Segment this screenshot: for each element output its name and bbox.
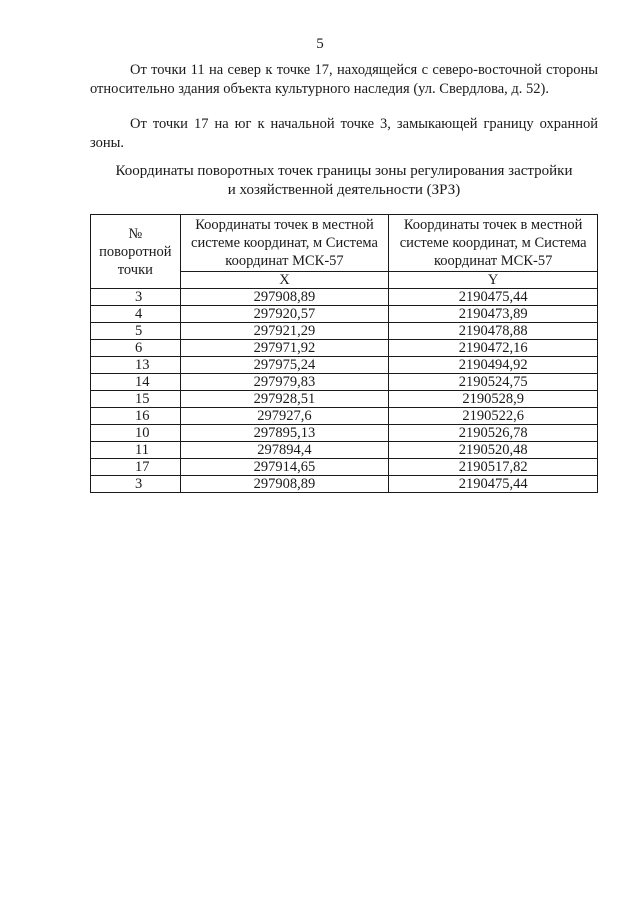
table-title-line1: Координаты поворотных точек границы зоны регулирования застройки	[115, 163, 573, 179]
cell-point: 16	[91, 408, 181, 425]
cell-point: 3	[91, 476, 181, 493]
cell-y: 2190494,92	[389, 357, 598, 374]
header-y-coordinates: Координаты точек в местной системе координат, м Система координат МСК-57	[389, 215, 598, 272]
table-title	[90, 162, 598, 200]
table-row	[91, 459, 598, 476]
cell-point: 13	[91, 357, 181, 374]
page-number: 5	[316, 36, 324, 52]
cell-y: 2190522,6	[389, 408, 598, 425]
coordinates-table-body	[91, 289, 598, 493]
header-x-axis: X	[180, 272, 389, 289]
cell-x: 297914,65	[180, 459, 389, 476]
cell-x: 297971,92	[180, 340, 389, 357]
cell-x: 297927,6	[180, 408, 389, 425]
coordinates-table	[90, 214, 598, 493]
header-point-number: № поворотной точки	[91, 215, 181, 289]
cell-x: 297908,89	[180, 476, 389, 493]
cell-y: 2190475,44	[389, 476, 598, 493]
table-title-line2: и хозяйственной деятельности (ЗРЗ)	[227, 182, 461, 198]
cell-y: 2190524,75	[389, 374, 598, 391]
cell-x: 297975,24	[180, 357, 389, 374]
cell-x: 297979,83	[180, 374, 389, 391]
header-y-axis: Y	[389, 272, 598, 289]
table-row	[91, 425, 598, 442]
cell-x: 297895,13	[180, 425, 389, 442]
table-row	[91, 340, 598, 357]
cell-x: 297921,29	[180, 323, 389, 340]
cell-x: 297908,89	[180, 289, 389, 306]
table-row	[91, 408, 598, 425]
cell-x: 297920,57	[180, 306, 389, 323]
table-row	[91, 476, 598, 493]
table-row	[91, 289, 598, 306]
paragraph-route-17-3: От точки 17 на юг к начальной точке 3, замыкающей границу охранной зоны.	[90, 116, 598, 151]
table-row	[91, 442, 598, 459]
cell-point: 5	[91, 323, 181, 340]
table-row	[91, 306, 598, 323]
cell-y: 2190475,44	[389, 289, 598, 306]
cell-x: 297894,4	[180, 442, 389, 459]
table-row	[91, 391, 598, 408]
cell-point: 3	[91, 289, 181, 306]
cell-y: 2190478,88	[389, 323, 598, 340]
table-row	[91, 323, 598, 340]
paragraph-route-11-17: От точки 11 на север к точке 17, находящейся с северо-восточной стороны относительно здания объекта культурного наследия (ул. Свердлова, д. 52).	[90, 62, 598, 97]
cell-point: 6	[91, 340, 181, 357]
table-row	[91, 374, 598, 391]
header-x-coordinates: Координаты точек в местной системе координат, м Система координат МСК-57	[180, 215, 389, 272]
cell-y: 2190517,82	[389, 459, 598, 476]
cell-y: 2190528,9	[389, 391, 598, 408]
cell-point: 4	[91, 306, 181, 323]
cell-point: 15	[91, 391, 181, 408]
cell-y: 2190520,48	[389, 442, 598, 459]
cell-point: 17	[91, 459, 181, 476]
cell-point: 14	[91, 374, 181, 391]
cell-y: 2190526,78	[389, 425, 598, 442]
cell-y: 2190473,89	[389, 306, 598, 323]
cell-point: 10	[91, 425, 181, 442]
cell-point: 11	[91, 442, 181, 459]
cell-y: 2190472,16	[389, 340, 598, 357]
cell-x: 297928,51	[180, 391, 389, 408]
table-row	[91, 357, 598, 374]
